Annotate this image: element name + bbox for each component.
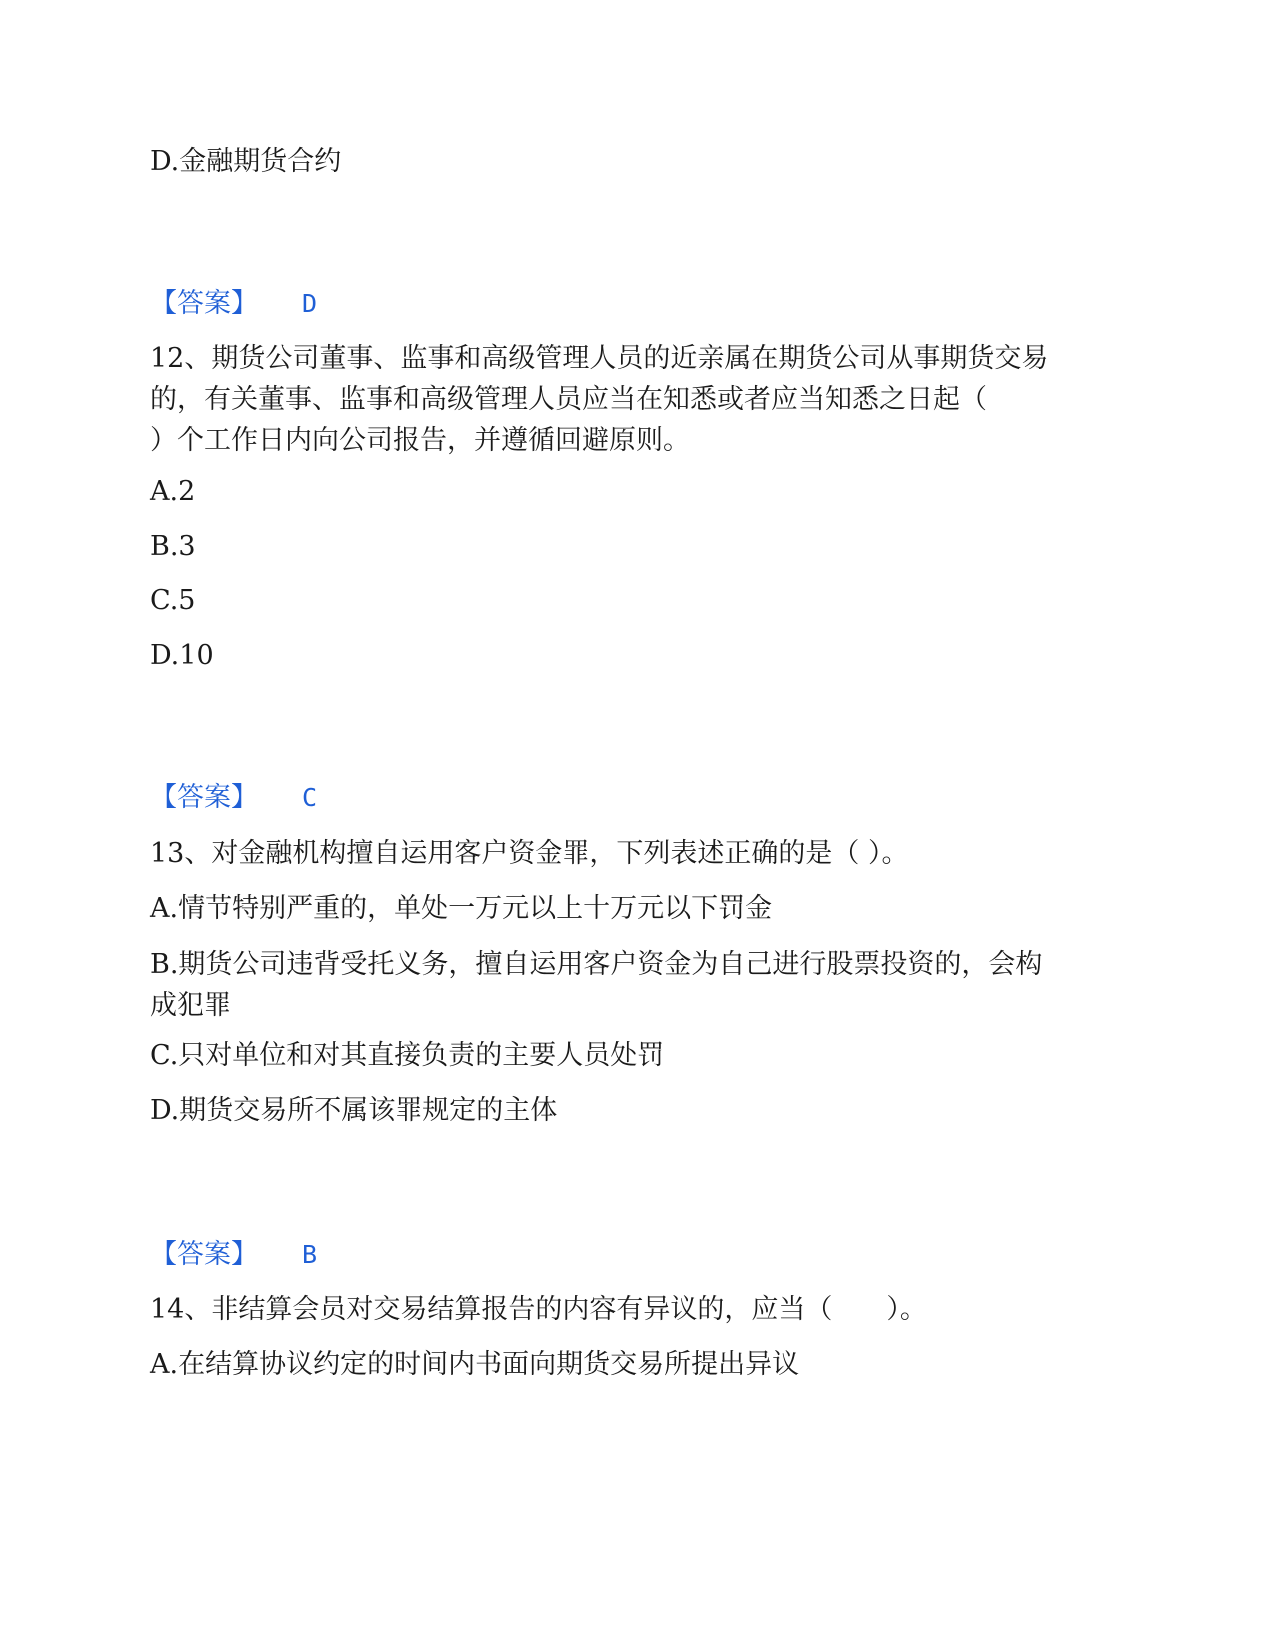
q13-option-b-line1: B.期货公司违背受托义务，擅自运用客户资金为自己进行股票投资的，会构 (150, 949, 1043, 980)
q12-stem-line1: 12、期货公司董事、监事和高级管理人员的近亲属在期货公司从事期货交易 (150, 343, 1049, 374)
q12-answer (150, 778, 317, 818)
q12-option-b: B.3 (150, 531, 196, 562)
answer-value: D (302, 289, 318, 318)
q13-option-b (150, 944, 1110, 1026)
answer-value: C (302, 783, 318, 812)
q12-option-a: A.2 (150, 476, 196, 507)
q13-answer (150, 1235, 317, 1275)
q13-stem: 13、对金融机构擅自运用客户资金罪，下列表述正确的是（ ）。 (150, 838, 909, 869)
q12-stem (150, 338, 1110, 461)
q13-option-c: C.只对单位和对其直接负责的主要人员处罚 (150, 1040, 665, 1071)
q14-option-a: A.在结算协议约定的时间内书面向期货交易所提出异议 (150, 1349, 800, 1380)
q13-option-b-line2: 成犯罪 (150, 990, 231, 1021)
answer-label: 【答案】 (150, 1239, 258, 1270)
q13-option-d: D.期货交易所不属该罪规定的主体 (150, 1095, 558, 1126)
q12-stem-line2: 的，有关董事、监事和高级管理人员应当在知悉或者应当知悉之日起（ (150, 384, 987, 415)
q12-stem-line3: ）个工作日内向公司报告，并遵循回避原则。 (150, 425, 690, 456)
answer-value: B (302, 1240, 318, 1269)
q12-option-c: C.5 (150, 585, 196, 616)
answer-label: 【答案】 (150, 782, 258, 813)
answer-label: 【答案】 (150, 288, 258, 319)
q13-option-a: A.情节特别严重的，单处一万元以上十万元以下罚金 (150, 893, 773, 924)
q11-answer (150, 284, 317, 324)
q11-option-d: D.金融期货合约 (150, 146, 342, 177)
q12-option-d: D.10 (150, 640, 214, 671)
q14-stem: 14、非结算会员对交易结算报告的内容有异议的，应当（ ）。 (150, 1294, 927, 1325)
